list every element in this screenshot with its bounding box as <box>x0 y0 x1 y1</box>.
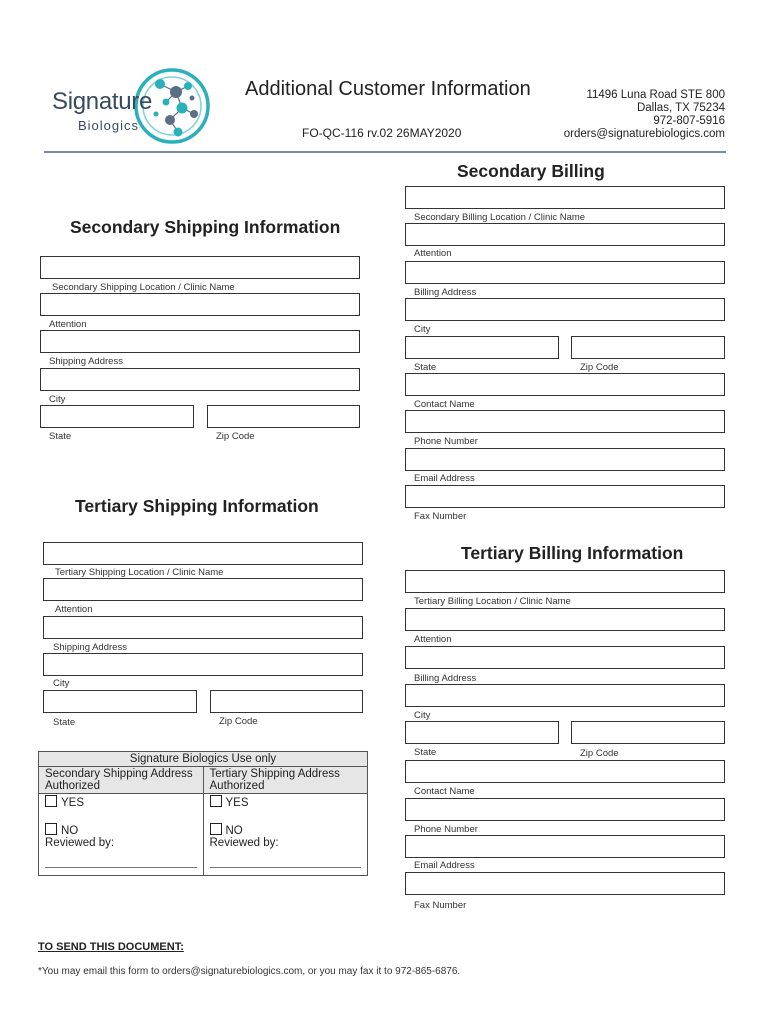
tertiary-shipping-title: Tertiary Shipping Information <box>75 496 319 516</box>
send-instructions-note: *You may email this form to orders@signaturebiologics.com, or you may fax it to 972-865-6876. <box>38 966 461 977</box>
secondary-shipping-title: Secondary Shipping Information <box>70 217 341 237</box>
internal-use-heading: Signature Biologics Use only <box>39 752 368 767</box>
tertiary-reviewed-by-line[interactable] <box>210 849 362 868</box>
secondary-yes-checkbox[interactable] <box>45 795 57 807</box>
tertiary-shipping-state-label: State <box>53 717 76 728</box>
secondary-shipping-state-field[interactable] <box>40 405 194 428</box>
secondary-shipping-zip-label: Zip Code <box>216 431 255 442</box>
tertiary-shipping-address-label: Shipping Address <box>53 642 127 653</box>
tertiary-shipping-attention-field[interactable] <box>43 578 363 601</box>
tertiary-billing-state-label: State <box>414 747 437 758</box>
tertiary-billing-contact-label: Contact Name <box>414 786 475 797</box>
form-code: FO-QC-116 rv.02 26MAY2020 <box>302 126 462 140</box>
tertiary-billing-email-label: Email Address <box>414 860 475 871</box>
tertiary-shipping-address-field[interactable] <box>43 616 363 639</box>
secondary-billing-fax-field[interactable] <box>405 485 725 508</box>
tertiary-billing-fax-field[interactable] <box>405 872 725 895</box>
tertiary-billing-state-field[interactable] <box>405 721 559 744</box>
secondary-billing-attention-label: Attention <box>414 248 452 259</box>
tertiary-authorized-title: Tertiary Shipping Address Authorized <box>203 767 368 794</box>
secondary-billing-city-label: City <box>414 324 431 335</box>
tertiary-billing-address-label: Billing Address <box>414 673 477 684</box>
tertiary-reviewed-by-label: Reviewed by: <box>209 837 279 849</box>
secondary-shipping-address-label: Shipping Address <box>49 356 123 367</box>
secondary-billing-title: Secondary Billing <box>457 161 605 181</box>
tertiary-no-label: NO <box>225 825 243 837</box>
tertiary-shipping-location-label: Tertiary Shipping Location / Clinic Name <box>55 567 224 578</box>
secondary-billing-state-label: State <box>414 362 437 373</box>
company-email: orders@signaturebiologics.com <box>563 128 725 140</box>
secondary-billing-city-field[interactable] <box>405 298 725 321</box>
company-address-line1: 11496 Luna Road STE 800 <box>586 89 725 101</box>
secondary-no-label: NO <box>61 825 79 837</box>
secondary-billing-email-field[interactable] <box>405 448 725 471</box>
tertiary-shipping-zip-label: Zip Code <box>219 716 258 727</box>
tertiary-billing-fax-label: Fax Number <box>414 900 467 911</box>
tertiary-yes-checkbox[interactable] <box>210 795 222 807</box>
secondary-shipping-attention-field[interactable] <box>40 293 360 316</box>
secondary-billing-contact-label: Contact Name <box>414 399 475 410</box>
secondary-billing-zip-field[interactable] <box>571 336 725 359</box>
secondary-billing-phone-field[interactable] <box>405 410 725 433</box>
tertiary-shipping-city-field[interactable] <box>43 653 363 676</box>
tertiary-shipping-state-field[interactable] <box>43 690 197 713</box>
secondary-shipping-address-field[interactable] <box>40 330 360 353</box>
tertiary-billing-contact-field[interactable] <box>405 760 725 783</box>
secondary-billing-email-label: Email Address <box>414 473 475 484</box>
secondary-billing-fax-label: Fax Number <box>414 511 467 522</box>
tertiary-billing-location-label: Tertiary Billing Location / Clinic Name <box>414 596 571 607</box>
secondary-shipping-attention-label: Attention <box>49 319 87 330</box>
secondary-billing-attention-field[interactable] <box>405 223 725 246</box>
secondary-billing-address-label: Billing Address <box>414 287 477 298</box>
tertiary-billing-address-field[interactable] <box>405 646 725 669</box>
company-phone: 972-807-5916 <box>653 115 725 127</box>
internal-use-table <box>38 751 368 876</box>
tertiary-billing-title: Tertiary Billing Information <box>461 543 684 563</box>
tertiary-authorization-cell <box>203 794 368 876</box>
secondary-shipping-state-label: State <box>49 431 72 442</box>
secondary-billing-contact-field[interactable] <box>405 373 725 396</box>
tertiary-billing-zip-label: Zip Code <box>580 748 619 759</box>
header-divider <box>44 151 726 153</box>
secondary-billing-location-label: Secondary Billing Location / Clinic Name <box>414 212 586 223</box>
tertiary-billing-email-field[interactable] <box>405 835 725 858</box>
tertiary-billing-city-field[interactable] <box>405 684 725 707</box>
tertiary-billing-zip-field[interactable] <box>571 721 725 744</box>
logo-wordmark: Signature <box>52 88 153 115</box>
tertiary-shipping-location-field[interactable] <box>43 542 363 565</box>
tertiary-billing-city-label: City <box>414 710 431 721</box>
tertiary-shipping-attention-label: Attention <box>55 604 93 615</box>
secondary-yes-label: YES <box>61 797 85 809</box>
page-title: Additional Customer Information <box>245 78 531 100</box>
secondary-reviewed-by-label: Reviewed by: <box>45 837 115 849</box>
secondary-shipping-city-label: City <box>49 394 66 405</box>
tertiary-billing-location-field[interactable] <box>405 570 725 593</box>
company-address-line2: Dallas, TX 75234 <box>636 102 725 114</box>
secondary-shipping-location-label: Secondary Shipping Location / Clinic Name <box>52 282 235 293</box>
secondary-reviewed-by-line[interactable] <box>45 849 197 868</box>
tertiary-billing-phone-label: Phone Number <box>414 824 478 835</box>
secondary-authorized-title: Secondary Shipping Address Authorized <box>39 767 204 794</box>
tertiary-no-checkbox[interactable] <box>210 823 222 835</box>
secondary-billing-phone-label: Phone Number <box>414 436 478 447</box>
tertiary-billing-phone-field[interactable] <box>405 798 725 821</box>
tertiary-shipping-city-label: City <box>53 678 70 689</box>
secondary-no-checkbox[interactable] <box>45 823 57 835</box>
tertiary-billing-attention-label: Attention <box>414 634 452 645</box>
secondary-billing-location-field[interactable] <box>405 186 725 209</box>
secondary-shipping-city-field[interactable] <box>40 368 360 391</box>
tertiary-billing-attention-field[interactable] <box>405 608 725 631</box>
secondary-billing-zip-label: Zip Code <box>580 362 619 373</box>
secondary-shipping-location-field[interactable] <box>40 256 360 279</box>
secondary-billing-address-field[interactable] <box>405 261 725 284</box>
send-instructions-heading: TO SEND THIS DOCUMENT: <box>38 941 184 953</box>
secondary-authorization-cell <box>39 794 204 876</box>
secondary-shipping-zip-field[interactable] <box>207 405 360 428</box>
tertiary-yes-label: YES <box>225 797 249 809</box>
secondary-billing-state-field[interactable] <box>405 336 559 359</box>
logo-subtitle: Biologics <box>78 118 140 133</box>
tertiary-shipping-zip-field[interactable] <box>210 690 363 713</box>
